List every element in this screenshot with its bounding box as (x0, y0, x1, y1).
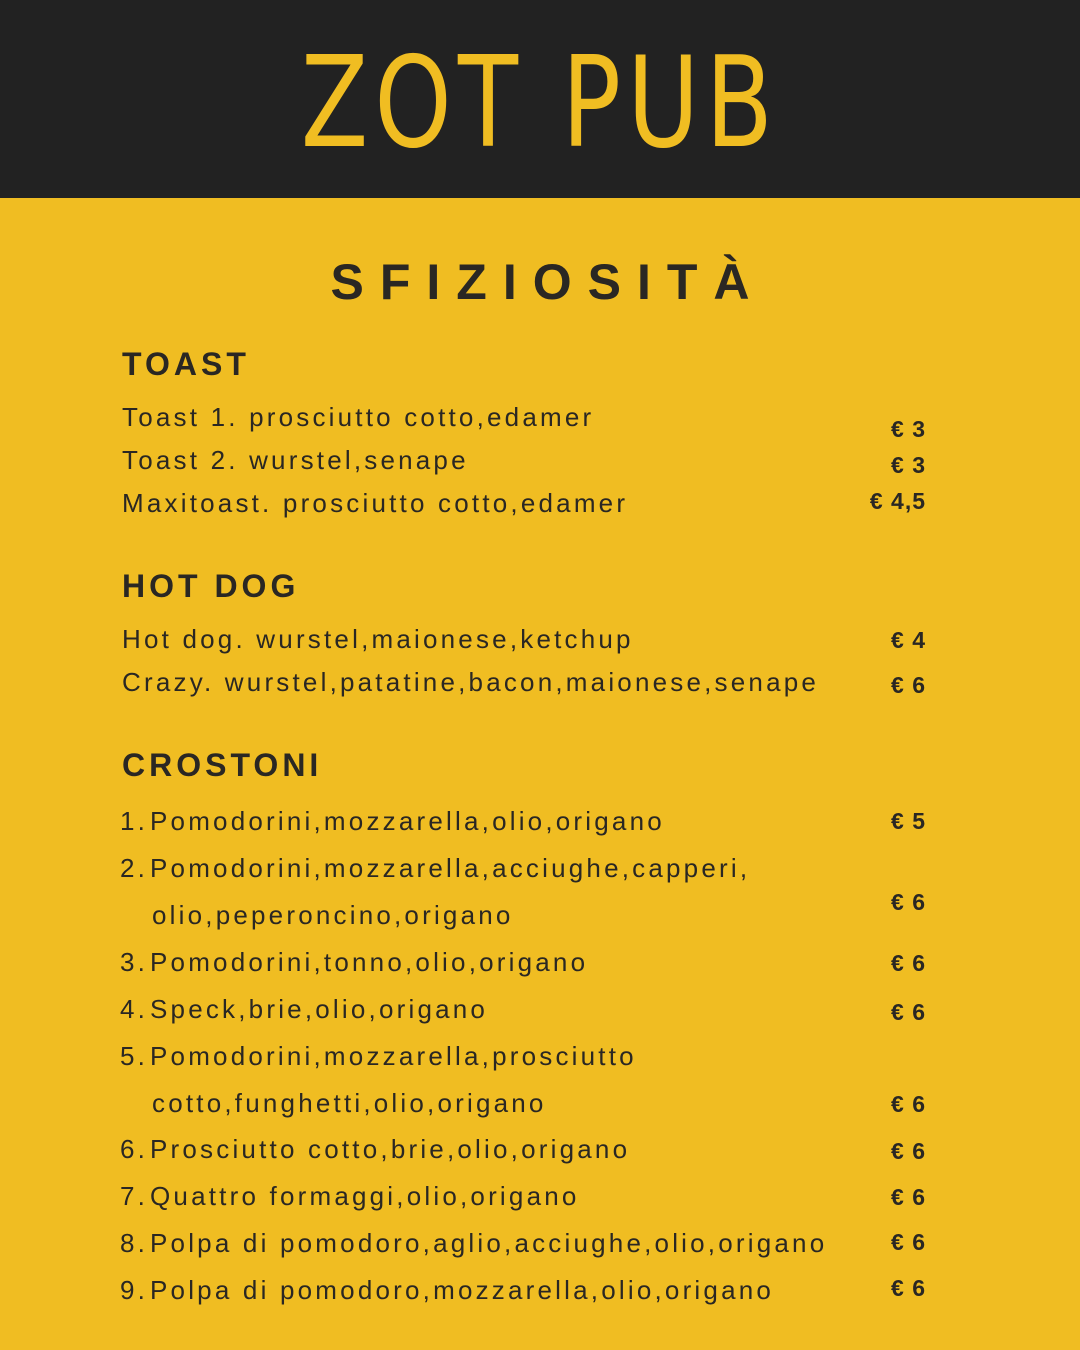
item-text: Speck,brie,olio,origano (150, 994, 489, 1024)
menu-item-name: Toast 1. prosciutto cotto,edamer (122, 402, 595, 432)
menu-item-price: € 6 (891, 950, 926, 976)
menu-item-price: € 6 (891, 1091, 926, 1117)
menu-item-name (120, 1275, 774, 1305)
menu-item-name: Maxitoast. prosciutto cotto,edamer (122, 488, 629, 518)
section-title: SFIZIOSITÀ (330, 254, 766, 310)
item-text: Pomodorini,tonno,olio,origano (150, 947, 589, 977)
menu-item-price: € 3 (891, 452, 926, 478)
item-text: Pomodorini,mozzarella,acciughe,capperi, (150, 853, 751, 883)
item-number: 8. (120, 1228, 149, 1258)
item-text: Pomodorini,mozzarella,olio,origano (150, 806, 665, 836)
item-number: 1. (120, 806, 149, 836)
item-number: 9. (120, 1275, 149, 1305)
menu-item-name (120, 947, 588, 977)
item-number: 2. (120, 853, 149, 883)
menu-item-price: € 6 (891, 1184, 926, 1210)
menu-item-name: Hot dog. wurstel,maionese,ketchup (122, 624, 634, 654)
menu-item-price: € 3 (891, 416, 926, 442)
header-bar (0, 0, 1080, 198)
menu-item-name (120, 1134, 630, 1164)
item-text: Quattro formaggi,olio,origano (150, 1181, 580, 1211)
menu-item-price: € 5 (891, 808, 926, 834)
menu-item-name-continued: cotto,funghetti,olio,origano (152, 1088, 547, 1118)
menu-item-name (120, 994, 488, 1024)
menu-item-name (120, 1041, 637, 1071)
menu-item-price: € 6 (891, 672, 926, 698)
item-number: 4. (120, 994, 149, 1024)
menu-item-price: € 6 (891, 1138, 926, 1164)
menu-item-price: € 6 (891, 999, 926, 1025)
item-text: Polpa di pomodoro,mozzarella,olio,origano (150, 1275, 775, 1305)
item-text: Prosciutto cotto,brie,olio,origano (150, 1134, 631, 1164)
menu-item-price: € 4 (891, 627, 926, 653)
menu-item-name-continued: olio,peperoncino,origano (152, 900, 514, 930)
menu-item-name: Crazy. wurstel,patatine,bacon,maionese,senape (122, 667, 820, 697)
item-number: 7. (120, 1181, 149, 1211)
item-number: 5. (120, 1041, 149, 1071)
item-number: 3. (120, 947, 149, 977)
menu-item-price: € 6 (891, 1229, 926, 1255)
item-number: 6. (120, 1134, 149, 1164)
menu-item-name (120, 1181, 580, 1211)
menu-item-price: € 6 (891, 1275, 926, 1301)
category-crostoni-heading: CROSTONI (122, 747, 323, 783)
menu-item-name: Toast 2. wurstel,senape (122, 445, 469, 475)
pub-name: ZOT PUB (300, 29, 780, 176)
menu-item-name (120, 1228, 827, 1258)
menu-item-name (120, 806, 665, 836)
category-toast-heading: TOAST (122, 346, 250, 382)
item-text: Pomodorini,mozzarella,prosciutto (150, 1041, 637, 1071)
menu-item-name (120, 853, 750, 883)
menu-item-price: € 4,5 (869, 488, 926, 514)
menu-item-price: € 6 (891, 889, 926, 915)
item-text: Polpa di pomodoro,aglio,acciughe,olio,origano (150, 1228, 828, 1258)
category-hotdog-heading: HOT DOG (122, 568, 300, 604)
